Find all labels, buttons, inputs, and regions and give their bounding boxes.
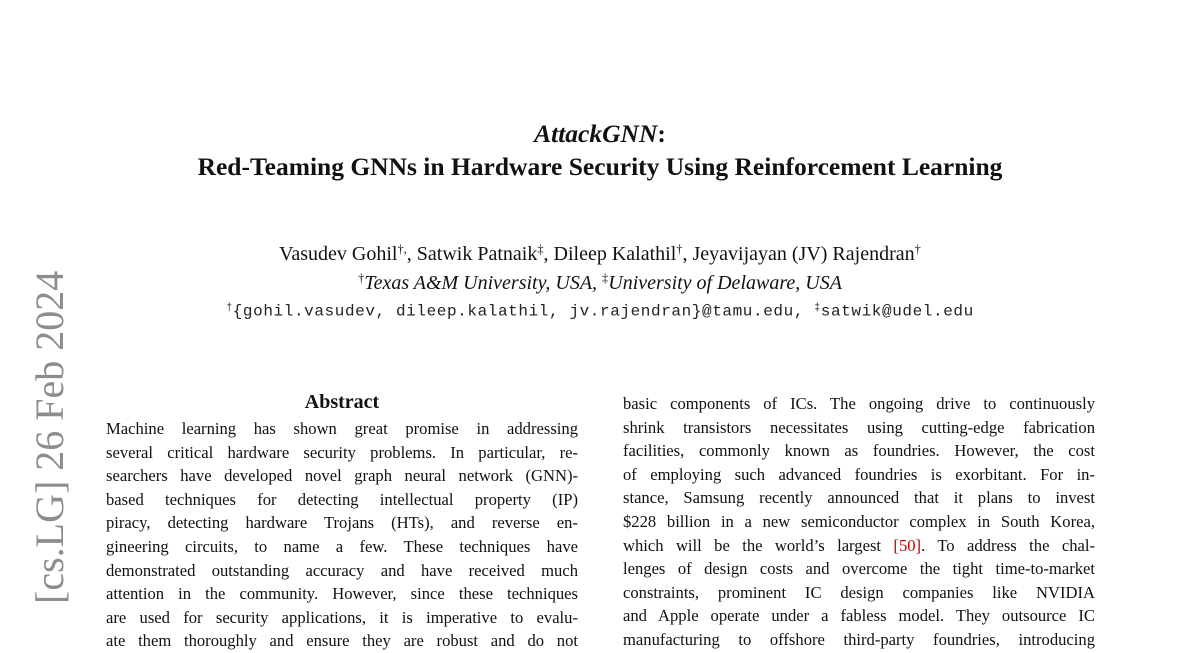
arxiv-stamp-text: [cs.LG] 26 Feb 2024 — [27, 270, 72, 604]
email-mark: ‡ — [814, 302, 821, 313]
intro-line: manufacturing to offshore third-party foundries, introducing — [623, 629, 1095, 649]
intro-text: . To address the chal- — [921, 535, 1095, 555]
affiliation-name: Texas A&M University, USA, — [364, 271, 598, 294]
author-mark: ‡ — [537, 242, 544, 256]
abstract-line: searchers have developed novel graph neural network (GNN)- — [106, 466, 578, 486]
intro-line: lenges of design costs and overcome the tight time-to-market — [623, 559, 1095, 579]
intro-line: and Apple operate under a fabless model. They outsource IC — [623, 606, 1095, 626]
author-mark: †, — [397, 242, 407, 256]
paper-title — [0, 118, 1200, 150]
title-italic-part: AttackGNN — [534, 119, 658, 148]
arxiv-stamp — [27, 270, 72, 648]
abstract-line: are used for security applications, it is imperative to evalu- — [106, 607, 578, 627]
affiliation-mark: † — [358, 271, 365, 285]
intro-line: shrink transistors necessitates using cutting-edge fabrication — [623, 417, 1095, 437]
intro-line: constraints, prominent IC design companies like NVIDIA — [623, 582, 1095, 602]
author-name: Vasudev Gohil — [279, 242, 398, 265]
author-mark: † — [914, 242, 921, 256]
intro-line: of employing such advanced foundries is exorbitant. For in- — [623, 464, 1095, 484]
abstract-line: gineering circuits, to name a few. These techniques have — [106, 536, 578, 556]
abstract-line: demonstrated outstanding accuracy and have received much — [106, 560, 578, 580]
abstract-line: Machine learning has shown great promise in addressing — [106, 419, 578, 438]
abstract-line: attention in the community. However, since these techniques — [106, 584, 578, 604]
affiliation-mark: ‡ — [602, 271, 609, 285]
affiliation-name: University of Delaware, USA — [608, 271, 842, 294]
intro-line: stance, Samsung recently announced that it plans to invest — [623, 488, 1095, 508]
email-mark: † — [226, 302, 233, 313]
author-name: Jeyavijayan (JV) Rajendran — [692, 242, 915, 265]
intro-line: facilities, commonly known as foundries. However, the cost — [623, 441, 1095, 461]
author-mark: † — [676, 242, 683, 256]
email-text: satwik@udel.edu — [820, 302, 974, 321]
abstract-line: ate them thoroughly and ensure they are robust and do not — [106, 631, 578, 651]
introduction-body — [623, 392, 1095, 652]
abstract-heading: Abstract — [304, 391, 380, 413]
author-name: Satwik Patnaik — [416, 242, 538, 265]
paper-subtitle: Red-Teaming GNNs in Hardware Security Using Reinforcement Learning — [197, 152, 1003, 181]
abstract-line: piracy, detecting hardware Trojans (HTs), and reverse en- — [106, 513, 578, 533]
citation-link[interactable]: [50] — [893, 535, 922, 555]
intro-line: $228 billion in a new semiconductor complex in South Korea, — [623, 511, 1095, 531]
author-name: Dileep Kalathil — [553, 242, 677, 265]
intro-line: basic components of ICs. The ongoing drive to continuously — [623, 394, 1095, 413]
email-text: {gohil.vasudev, dileep.kalathil, jv.rajendran}@tamu.edu, — [232, 302, 805, 321]
title-colon: : — [657, 119, 666, 148]
email-list — [0, 296, 1200, 323]
abstract-line: several critical hardware security problems. In particular, re- — [106, 442, 578, 462]
author-list: Vasudev Gohil†,, Satwik Patnaik‡, Dileep Kalathil†, Jeyavijayan (JV) Rajendran† — [279, 242, 921, 265]
intro-text: which will be the world’s largest — [623, 535, 894, 555]
affiliation-list — [0, 265, 1200, 296]
intro-line-with-citation — [623, 534, 1095, 558]
abstract-body — [106, 417, 578, 653]
abstract-line: based techniques for detecting intellectual property (IP) — [106, 489, 578, 509]
